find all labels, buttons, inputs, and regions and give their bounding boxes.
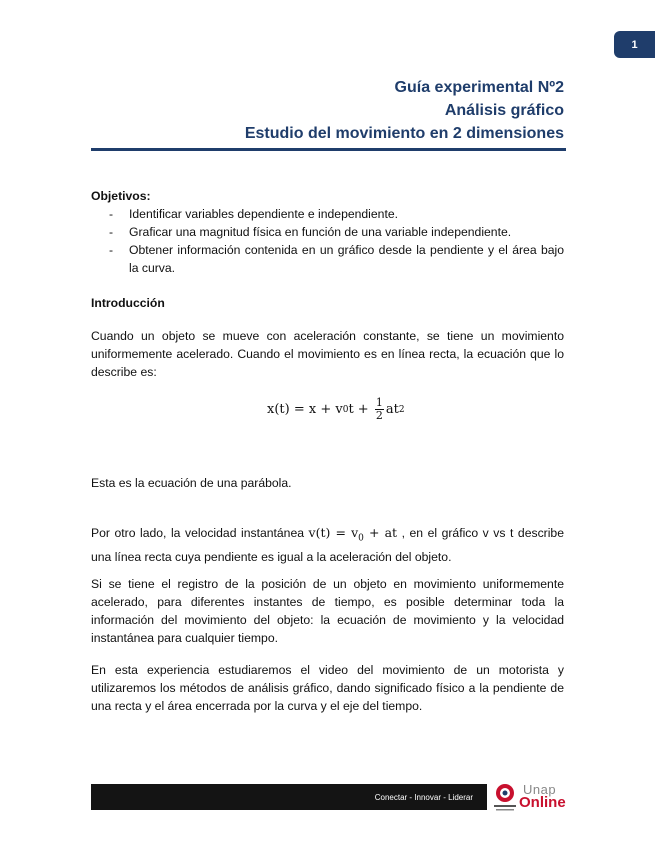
- intro-paragraph-5: En esta experiencia estudiaremos el video del movimiento de un motorista y utilizaremos los métodos de análisis gráfico, dando significado físico a la pendiente de una recta y el área encerrada por la curva y el eje del tiempo.: [91, 663, 564, 713]
- list-item: - Identificar variables dependiente e independiente.: [109, 207, 398, 221]
- objectives-heading: Objetivos:: [91, 189, 151, 203]
- footer-slogan: Conectar - Innovar - Liderar: [374, 792, 473, 802]
- intro-paragraph-2: Esta es la ecuación de una parábola.: [91, 476, 292, 490]
- velocity-equation: $v(t) = v_0$ + at: [308, 525, 398, 544]
- page-number-badge: [614, 31, 655, 58]
- logo-text-online: Online: [519, 794, 566, 811]
- university-seal-icon: [493, 782, 517, 812]
- document-title-block: [245, 76, 564, 145]
- title-divider: [91, 148, 566, 151]
- intro-paragraph-4: Si se tiene el registro de la posición de un objeto en movimiento uniformemente acelerado, para diferentes instantes de tiempo, es posible determinar toda la información del movimiento del objeto: la ecuación de movimiento y la velocidad instantánea para cualquier tiempo.: [91, 577, 564, 645]
- intro-paragraph-3: Por otro lado, la velocidad instantánea $v(t) = v_0$ + at , en el gráfico v vs t describe una línea recta cuya pendiente es igual a la aceleración del objeto.: [91, 525, 564, 564]
- footer-bar: [91, 784, 487, 810]
- objectives-list: [91, 205, 564, 277]
- unap-online-logo: [493, 780, 568, 814]
- fraction-one-half: $\frac{1}{2}$: [375, 396, 383, 422]
- position-equation: x(t) = x + v 0 t + $\frac{1}{2}$ at 2: [267, 396, 405, 422]
- title-line-2: Análisis gráfico: [444, 102, 564, 119]
- title-line-3: Estudio del movimiento en 2 dimensiones: [244, 125, 564, 142]
- intro-paragraph-1: Cuando un objeto se mueve con aceleración constante, se tiene un movimiento uniformemente acelerado. Cuando el movimiento es en línea recta, la ecuación que lo describe es:: [91, 329, 564, 379]
- logo-text-unap: Unap: [523, 782, 557, 797]
- introduction-heading: Introducción: [91, 296, 165, 310]
- page-number: 1: [631, 38, 638, 51]
- list-item: - Graficar una magnitud física en función de una variable independiente.: [109, 225, 512, 239]
- objectives-section: [91, 187, 564, 277]
- list-item: - Obtener información contenida en un gráfico desde la pendiente y el área bajo la curva.: [109, 243, 564, 275]
- title-line-1: Guía experimental Nº2: [394, 79, 564, 96]
